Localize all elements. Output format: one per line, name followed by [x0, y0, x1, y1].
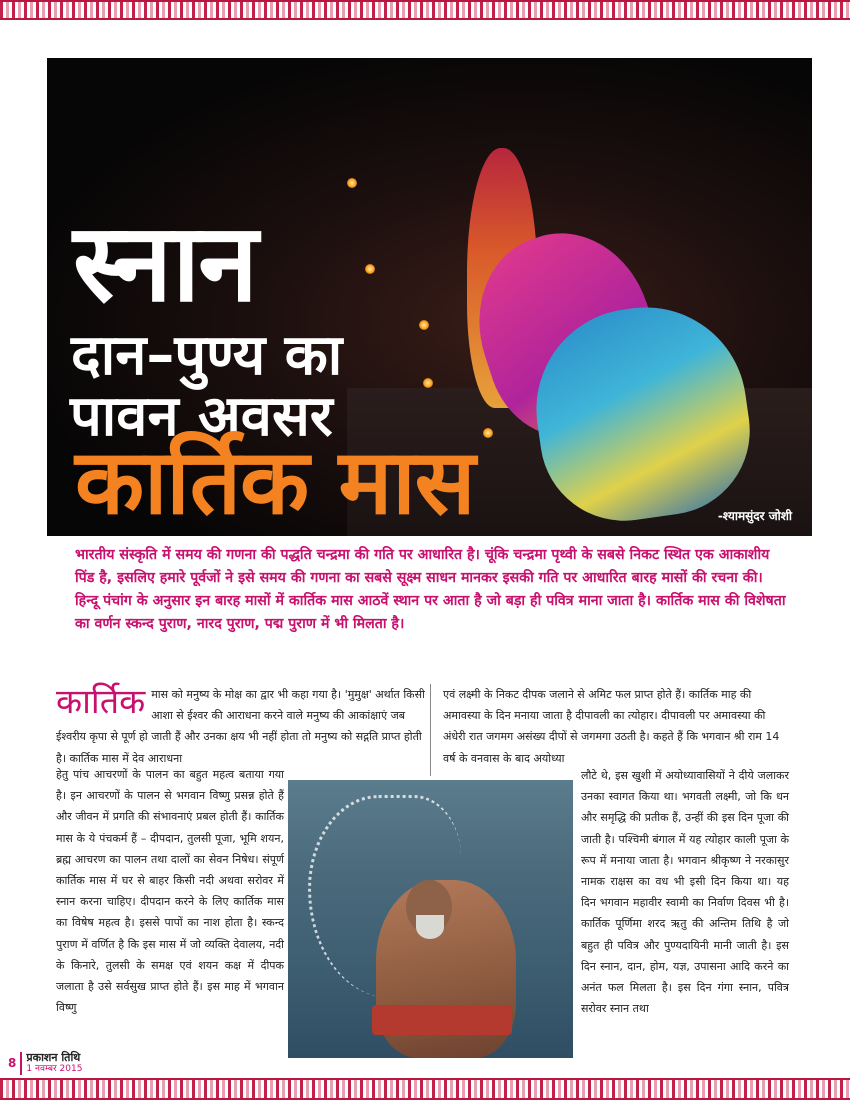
column-divider [430, 684, 431, 776]
lamp-flame-icon [365, 264, 375, 274]
footer [8, 1052, 82, 1078]
page-number: 8 [8, 1056, 17, 1070]
footer-text [20, 1052, 82, 1075]
publication-date: 1 नवम्बर 2015 [26, 1064, 83, 1074]
left-column-top [56, 684, 426, 769]
bathing-man-photo [288, 780, 573, 1058]
author-byline: -श्यामसुंदर जोशी [717, 509, 792, 523]
lamp-flame-icon [419, 320, 429, 330]
lamp-flame-icon [483, 428, 493, 438]
lamp-flame-icon [347, 178, 357, 188]
right-column-text-narrow: लौटे थे, इस खुशी में अयोध्यावासियों ने दीये जलाकर उनका स्वागत किया था। भगवती लक्ष्मी, जो कि धन और समृद्धि की प्रतीक हैं, उन्हीं की इस दिन पूजा की जाती है। पश्चिमी बंगाल में यह त्योहार काली पूजा के रूप में मनाया जाता है। भगवान श्रीकृष्ण ने नरकासुर नामक राक्षस का वध भी इसी दिन किया था। यह दिन भगवान महावीर स्वामी का निर्वाण दिवस भी है। कार्तिक पूर्णिमा शरद ऋतु की अन्तिम तिथि है जो बहुत ही पवित्र और पुण्यदायिनी मानी जाती है। इस दिन स्नान, दान, होम, यज्ञ, उपासना आदि करने का अनंत फल मिलता है। इस दिन गंगा स्नान, पवित्र सरोवर स्नान तथा [581, 769, 789, 1016]
hero-photo [47, 58, 812, 536]
title-kartik-maas: कार्तिक मास [75, 430, 475, 535]
title-paavan-avsar: पावन अवसर [70, 384, 333, 449]
right-column-text-top: एवं लक्ष्मी के निकट दीपक जलाने से अमिट फल प्राप्त होते हैं। कार्तिक माह की अमावस्या के दिन मनाया जाता है दीपावली का त्योहार। दीपावली पर अमावस्या की अंधेरी रात जगमग असंख्य दीपों से जगमगा उठती है। कहते हैं कि भगवान श्री राम 14 वर्ष के वनवास के बाद अयोध्या [443, 688, 780, 765]
left-column-text-top: मास को मनुष्य के मोक्ष का द्वार भी कहा गया है। 'मुमुक्ष' अर्थात किसी आशा से ईश्वर की आराधना करने वाले मनुष्य की आकांक्षाएं जब ईश्वरीय कृपा से पूर्ण हो जाती हैं और उनका क्षय भी नहीं होता तो मनुष्य को सद्गति प्राप्त होती है। कार्तिक मास में देव आराधना [56, 688, 425, 765]
lamp-flame-icon [423, 378, 433, 388]
dropcap-word: कार्तिक [56, 682, 146, 722]
bottom-decorative-border [0, 1078, 850, 1100]
man-shorts [372, 1005, 512, 1035]
left-column-text-narrow: हेतु पांच आचरणों के पालन का बहुत महत्व बताया गया है। इन आचरणों के पालन से भगवान विष्णु प्रसन्न होते हैं और जीवन में प्रगति की संभावनाएं प्रबल होती हैं। कार्तिक मास के ये पंचकर्म हैं – दीपदान, तुलसी पूजा, भूमि शयन, ब्रह्म आचरण का पालन तथा दालों का सेवन निषेध। संपूर्ण कार्तिक मास में घर से बाहर किसी नदी अथवा सरोवर में स्नान करना चाहिए। दीपदान करने के लिए कार्तिक मास का विषेष महत्व है। इससे पापों का नाश होता है। स्कन्द पुराण में वर्णित है कि इस मास में जो व्यक्ति देवालय, नदी के किनारे, तुलसी के समक्ष एवं शयन कक्ष में दीपक जलाता है उसे सर्वसुख प्राप्त होते हैं। इस माह में भगवान विष्णु [56, 768, 284, 1015]
title-snan: स्नान [73, 201, 257, 326]
intro-paragraph: भारतीय संस्कृति में समय की गणना की पद्धति चन्द्रमा की गति पर आधारित है। चूंकि चन्द्रमा पृथ्वी के सबसे निकट स्थित एक आकाशीय पिंड है, इसलिए हमारे पूर्वजों ने इसे समय की गणना का सबसे सूक्ष्म साधन मानकर इसकी गति पर आधारित बारह मासों की रचना की। हिन्दू पंचांग के अनुसार इन बारह मासों में कार्तिक मास आठवें स्थान पर आता है जो बड़ा ही पवित्र माना जाता है। कार्तिक मास की विशेषता का वर्णन स्कन्द पुराण, नारद पुराण, पद्म पुराण में भी मिलता है। [75, 547, 786, 632]
man-beard [416, 915, 444, 939]
publication-title: प्रकाशन तिथि [26, 1051, 81, 1064]
title-daan-punya: दान–पुण्य का [71, 323, 343, 388]
top-decorative-border [0, 0, 850, 20]
